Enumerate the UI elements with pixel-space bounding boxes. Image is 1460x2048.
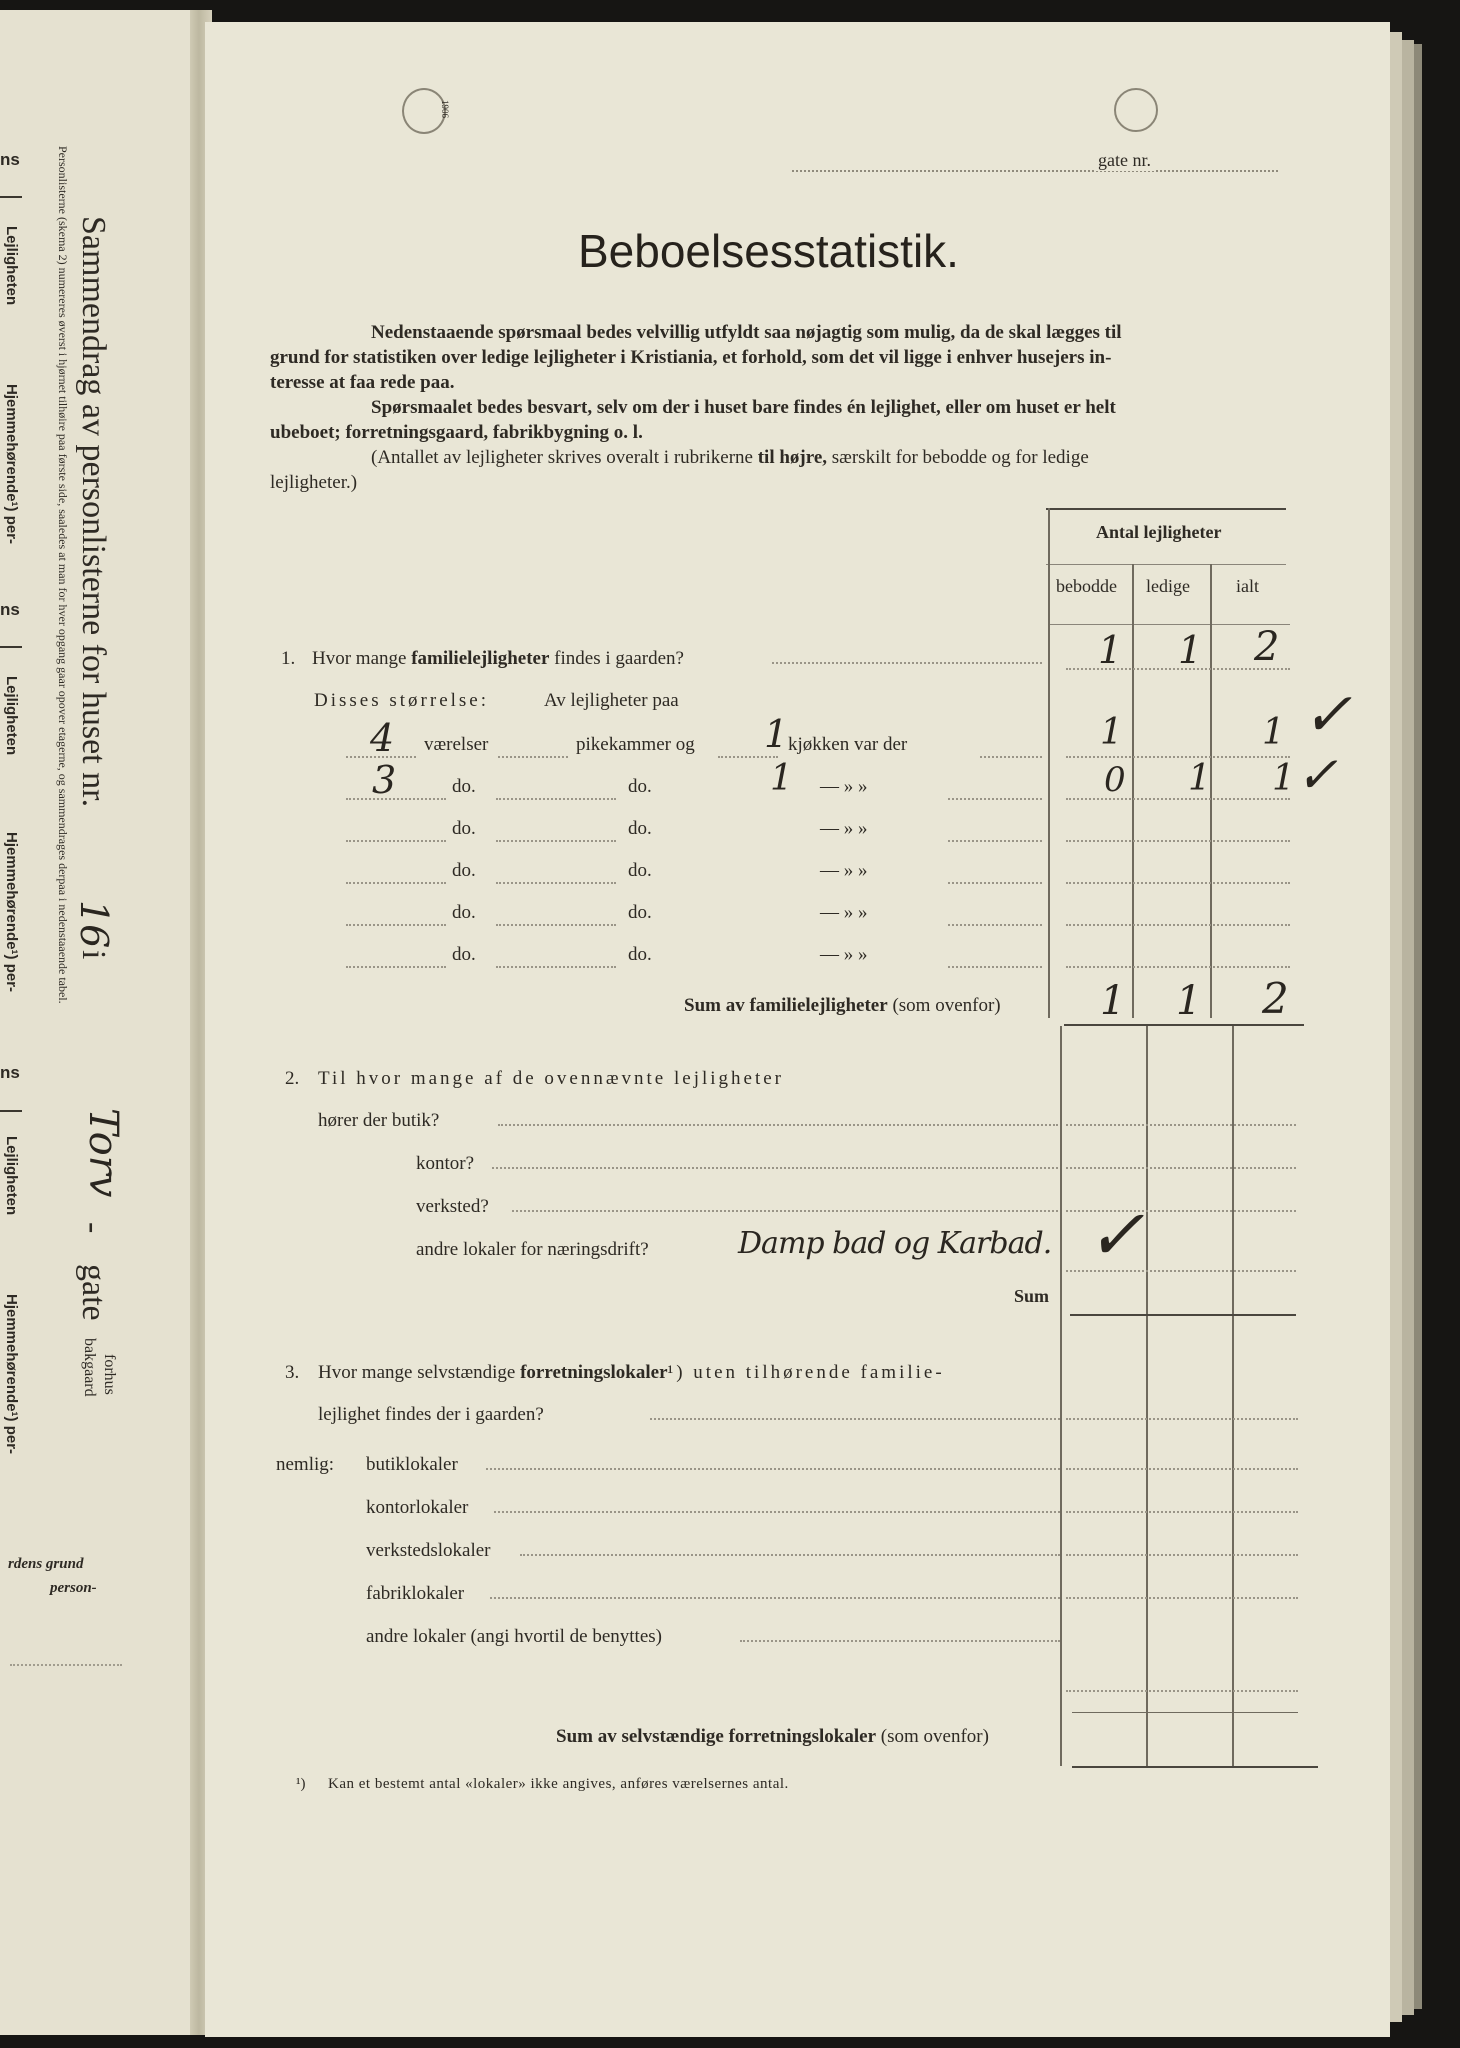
leader-dots [948,798,1042,800]
q1-sum-ledige: 1 [1176,978,1202,1024]
q3-item: butiklokaler [366,1454,458,1475]
divider [0,646,22,648]
column-label: Hjemmehørende¹) per- [3,832,20,993]
q1-sum-note: (som ovenfor) [892,995,1001,1016]
instruction-text: Personlisterne (skema 2) numereres øverst i hjørnet tilhøire paa første side, saaledes at man for hver opgang gaar opover etagerne, og sammendrages derpaa i nedenstaaende tabel. [56,146,70,1004]
q1-text: findes i gaarden? [554,648,684,669]
table-header-rule [1046,564,1286,565]
bakgaard-label: bakgaard [81,1338,98,1397]
column-label: Hjemmehørende¹) per- [3,384,20,545]
q2-kontor: kontor? [416,1153,475,1174]
q2-checkmark: ✓ [1086,1194,1145,1276]
row2-ledige: 1 [1188,758,1211,799]
stamp-number: 1906 [440,100,450,118]
q3-sum-label [556,1726,989,1748]
q2-number: 2. [285,1068,300,1089]
row1-rooms: 4 [370,716,395,760]
q2-sum: Sum [1014,1286,1050,1306]
cell-dots [1066,1418,1298,1420]
row1-checkmark: ✓ [1302,680,1353,750]
q1-sum-label [684,995,1001,1017]
left-footer-line1: rdens grund [8,1556,84,1572]
pike-line [496,882,616,884]
row2-bebodde: 0 [1104,760,1126,800]
cell-dots [1066,1690,1298,1692]
divider [0,1110,22,1112]
tab-label: ns [0,150,20,169]
intro-part: (Antallet av lejligheter skrives overalt i rubrikerne [371,447,753,468]
page-edge [1414,44,1422,2009]
q1-answer-ledige: 1 [1178,628,1203,672]
cell-dots [1066,756,1290,758]
q1-text: Hvor mange [312,648,407,669]
left-page-title: Sammendrag av personlisterne for huset nr. [75,216,112,808]
intro-emphasis: til højre, [757,447,828,468]
row2-ialt: 1 [1272,758,1295,799]
kitchen-label: — » » [820,818,868,839]
rooms-label: værelser [424,734,489,755]
table-top-rule [1046,508,1286,510]
leader-dots [494,1511,1060,1513]
q3-text: ¹) uten tilhørende familie- [667,1362,945,1383]
q2-sum-rule [1070,1314,1296,1316]
divider [0,196,22,198]
pike-line [496,798,616,800]
intro-part: særskilt for bebodde og for ledige [831,447,1089,468]
leader-dots [650,1418,1060,1420]
rooms-label: do. [452,818,476,839]
leader-dots [948,966,1042,968]
pike-label: do. [628,860,652,881]
size-sub: Av lejligheter paa [544,690,679,711]
col-header-bebodde: bebodde [1056,576,1117,596]
pike-line [496,966,616,968]
pike-label: pikekammer og [576,734,695,755]
kitchen-label: — » » [820,776,868,797]
leader-dots [980,756,1042,758]
pike-label: do. [628,902,652,923]
q1-number: 1. [281,648,296,669]
cell-dots [1066,840,1290,842]
rooms-line [346,966,446,968]
cell-dots [1066,1124,1296,1126]
q1-sum-bebodde: 1 [1100,978,1126,1024]
leader-dots [492,1167,1058,1169]
rooms-line [346,840,446,842]
q2-andre: andre lokaler for næringsdrift? [416,1239,649,1260]
intro-line: grund for statistiken over ledige lejligheter i Kristiania, et forhold, som det vil ligge i enhver husejers in- [270,347,1112,368]
footnote-mark: ¹) [296,1776,306,1792]
house-number: 16 [72,900,116,949]
q3-sum-emphasis: Sum av selvstændige forretningslokaler [556,1726,877,1747]
leader-dots [490,1597,1060,1599]
q2-butik: hører der butik? [318,1110,440,1131]
q1-answer-ialt: 2 [1254,624,1280,670]
col-header-ledige: ledige [1146,576,1190,596]
pike-line [498,756,568,758]
leader-dots [486,1468,1060,1470]
pike-label: do. [628,944,652,965]
leader-dots [740,1640,1060,1642]
leader-dots [948,924,1042,926]
kitchen-label: — » » [820,902,868,923]
q1-question [312,648,684,670]
leader-dots [772,662,1042,664]
street-name: Torv [80,1108,126,1198]
intro-line: teresse at faa rede paa. [270,372,455,393]
cell-dots [1066,1597,1298,1599]
q2-verksted: verksted? [416,1196,489,1217]
table-col-line [1048,508,1050,1018]
intro-line: Spørsmaalet bedes besvart, selv om der i huset bare findes én lejlighet, eller om huset er helt [371,397,1116,418]
street-dash: - [75,1222,112,1234]
forhus-label: forhus [101,1354,118,1395]
q3-text: Hvor mange selvstændige [318,1362,516,1383]
rooms-label: do. [452,944,476,965]
q3-question [318,1362,945,1384]
row2-checkmark: ✓ [1296,746,1338,804]
cell-dots [1066,1511,1298,1513]
intro-line: lejligheter.) [270,472,358,493]
leader-dots [948,882,1042,884]
q1-sum-rule [1064,1024,1304,1026]
q3-emphasis: forretningslokaler [520,1362,668,1383]
title-i: i [75,950,112,960]
intro-line [371,447,1089,469]
column-label: Lejligheten [3,676,20,756]
row2-rooms: 3 [372,758,397,802]
rooms-line [346,882,446,884]
page-title: Beboelsesstatistik. [578,225,959,277]
q2-question: Til hvor mange af de ovennævnte lejligheter [318,1068,784,1089]
intro-line: ubeboet; forretningsgaard, fabrikbygning o. l. [270,422,643,443]
row1-bebodde: 1 [1100,712,1123,753]
row1-kitchens: 1 [764,712,789,756]
cell-dots [1066,1210,1296,1212]
column-label: Hjemmehørende¹) per- [3,1294,20,1455]
row2-kitchens: 1 [770,758,793,799]
kitchen-label: — » » [820,944,868,965]
q1-sum-emphasis: Sum av familielejligheter [684,995,888,1016]
column-label: Lejligheten [3,1136,20,1216]
q3-sum-note: (som ovenfor) [880,1726,989,1747]
footnote-text: Kan et bestemt antal «lokaler» ikke angives, anføres værelsernes antal. [328,1776,789,1792]
q3-nemlig: nemlig: [276,1454,335,1475]
table-title: Antal lejligheter [1096,522,1222,542]
pike-line [496,924,616,926]
cell-dots [1066,1554,1298,1556]
rooms-label: do. [452,902,476,923]
tab-label: ns [0,600,20,619]
table-col-line [1060,1026,1062,1766]
leader-dots [948,840,1042,842]
rooms-label: do. [452,860,476,881]
kitchen-line [718,756,778,758]
cell-dots [1066,882,1290,884]
cell-dots [1066,1468,1298,1470]
punch-hole [1114,88,1158,132]
cell-dots [1066,924,1290,926]
table-col-line [1232,1026,1234,1766]
q1-answer-bebodde: 1 [1098,628,1123,672]
left-footer-line2: person- [50,1580,97,1596]
col-header-ialt: ialt [1236,576,1259,596]
pike-label: do. [628,776,652,797]
q1-emphasis: familielejligheter [411,648,550,669]
gate-nr-label: gate nr. [1094,150,1155,171]
q2-andre-answer: Damp bad og Karbad. [738,1226,1052,1261]
q1-sum-ialt: 2 [1262,974,1289,1023]
q3-sum-rule [1072,1766,1318,1768]
cell-dots [1066,798,1290,800]
leader-dots [512,1210,1058,1212]
page-edge [1402,40,1414,2015]
kitchen-label: kjøkken var der [788,734,908,755]
column-label: Lejligheten [3,226,20,306]
tab-label: ns [0,1063,20,1082]
q3-pre-sum-rule [1072,1712,1298,1713]
table-col-line [1146,1026,1148,1766]
cell-dots [1066,1270,1296,1272]
gate-nr-line [792,170,1278,172]
left-footer-dots [10,1664,122,1666]
street-gate: gate [75,1264,112,1321]
rooms-label: do. [452,776,476,797]
q3-number: 3. [285,1362,300,1383]
q3-item: fabriklokaler [366,1583,465,1604]
leader-dots [498,1124,1058,1126]
kitchen-label: — » » [820,860,868,881]
pike-label: do. [628,818,652,839]
q3-item: kontorlokaler [366,1497,469,1518]
pike-line [496,840,616,842]
row1-ialt: 1 [1262,712,1285,753]
table-col-line [1132,564,1134,1018]
cell-dots [1066,966,1290,968]
intro-line: Nedenstaaende spørsmaal bedes velvillig utfyldt saa nøjagtig som mulig, da de skal lægges til [371,322,1122,343]
q3-line2: lejlighet findes der i gaarden? [318,1404,544,1425]
leader-dots [520,1554,1060,1556]
size-label: Disses størrelse: [314,690,490,711]
q3-item: andre lokaler (angi hvortil de benyttes) [366,1626,662,1647]
q3-item: verkstedslokaler [366,1540,491,1561]
rooms-line [346,924,446,926]
cell-dots [1066,1167,1296,1169]
